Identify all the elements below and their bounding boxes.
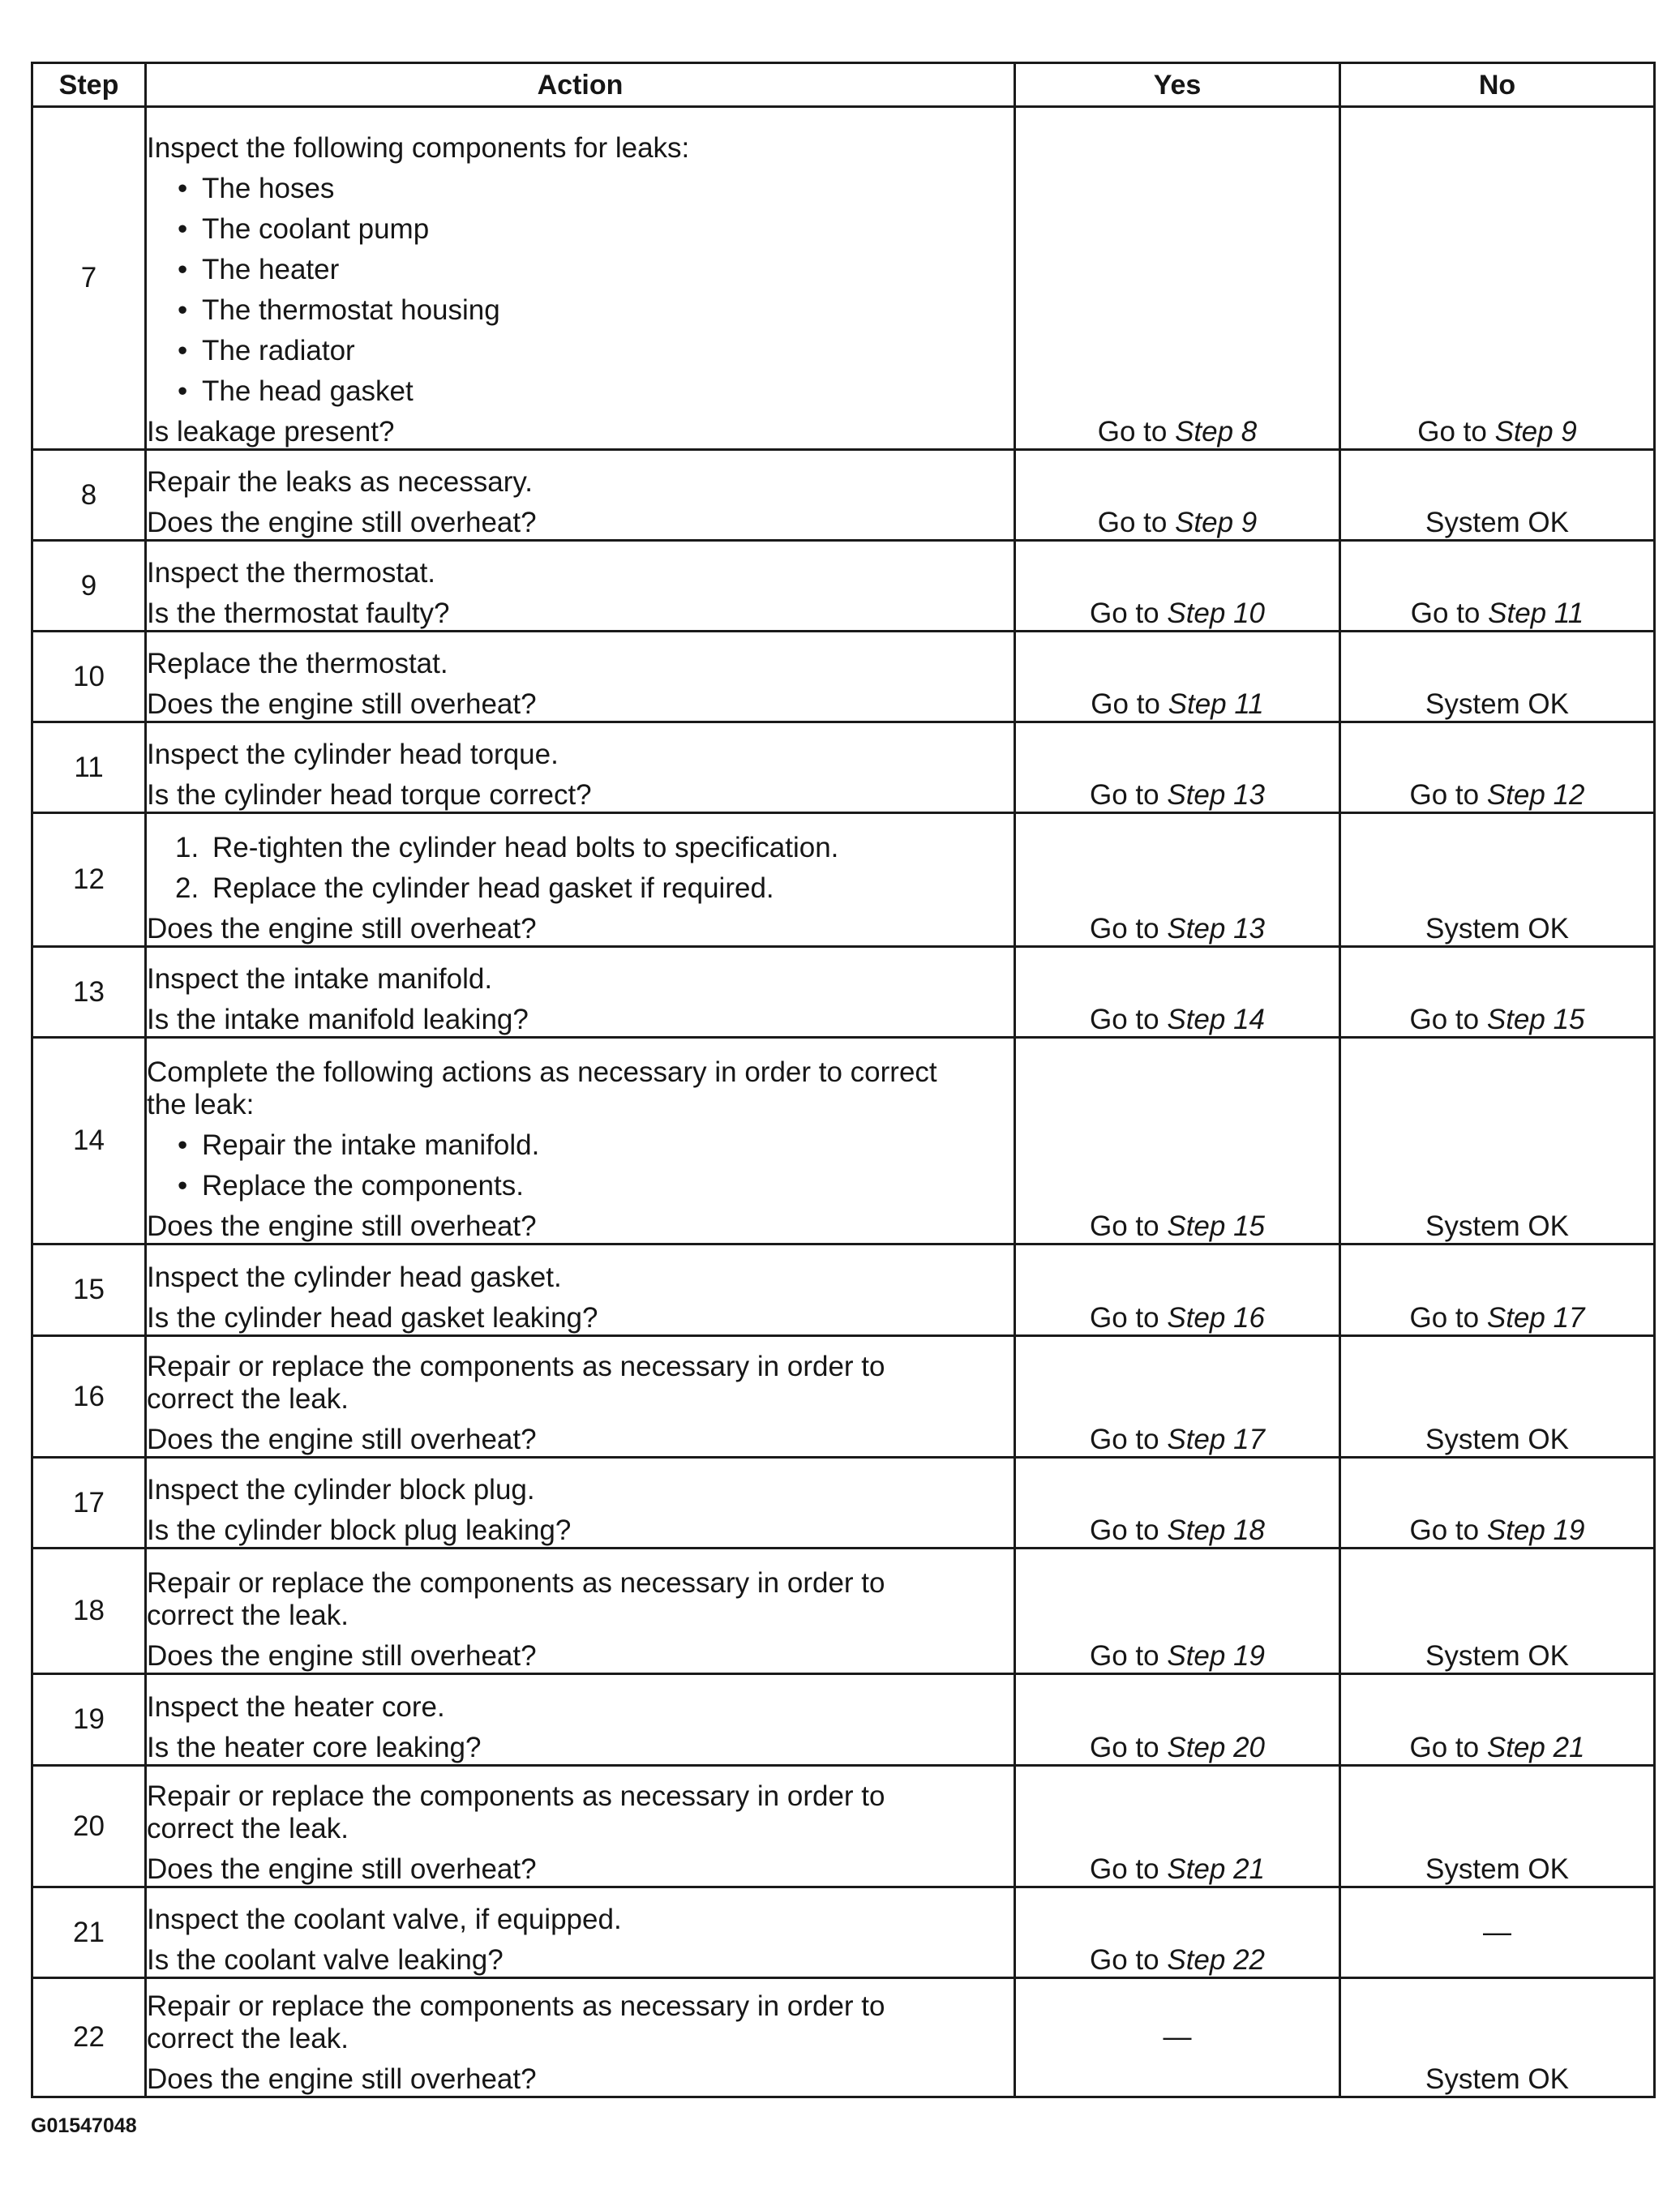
goto-step-ref: Step 19 <box>1167 1640 1265 1672</box>
goto-step-ref: Step 13 <box>1167 913 1265 945</box>
step-number: 12 <box>73 863 105 895</box>
action-instruction: Repair the leaks as necessary. <box>147 466 533 498</box>
action-bullet-item <box>147 294 1014 327</box>
action-cell <box>146 1244 1015 1336</box>
goto-step-ref: Step 17 <box>1486 1302 1585 1334</box>
action-cell <box>146 947 1015 1038</box>
goto-step-ref: Step 14 <box>1167 1004 1265 1035</box>
step-cell <box>32 1978 146 2097</box>
goto-prefix: Go to <box>1090 1514 1159 1546</box>
action-bullet-text: Replace the components. <box>202 1170 524 1202</box>
action-question: Does the engine still overheat? <box>147 2063 537 2095</box>
yes-cell <box>1015 541 1340 632</box>
step-cell <box>32 107 146 450</box>
yes-cell <box>1015 632 1340 722</box>
action-question: Does the engine still overheat? <box>147 1424 537 1455</box>
action-bullet-text: The thermostat housing <box>202 294 500 326</box>
action-cell <box>146 1336 1015 1458</box>
no-cell <box>1340 1887 1655 1978</box>
goto-prefix: Go to <box>1097 416 1168 448</box>
action-instruction: Inspect the intake manifold. <box>147 963 493 995</box>
action-cell <box>146 107 1015 450</box>
action-numbered-item <box>147 832 1014 864</box>
goto-step-ref: Step 11 <box>1168 688 1264 720</box>
goto-step-ref: Step 15 <box>1486 1004 1585 1035</box>
no-cell <box>1340 722 1655 813</box>
action-instruction: Replace the thermostat. <box>147 648 448 679</box>
step-cell <box>32 1038 146 1244</box>
action-cell <box>146 1887 1015 1978</box>
step-number: 19 <box>73 1703 105 1735</box>
step-number: 21 <box>73 1916 105 1948</box>
step-number: 15 <box>73 1274 105 1305</box>
goto-prefix: Go to <box>1090 1640 1159 1672</box>
action-bullet-text: The radiator <box>202 335 355 366</box>
yes-result-dash: — <box>1163 2021 1192 2053</box>
no-cell <box>1340 1336 1655 1458</box>
goto-step-ref: Step 15 <box>1167 1210 1265 1242</box>
yes-cell <box>1015 1549 1340 1674</box>
goto-step-ref: Step 13 <box>1167 779 1265 811</box>
action-bullet-item <box>147 335 1014 367</box>
figure-id: G01547048 <box>31 2114 137 2137</box>
action-instruction: Inspect the cylinder head gasket. <box>147 1262 562 1293</box>
step-number: 16 <box>73 1380 105 1412</box>
header-action: Action <box>146 63 1015 107</box>
action-question: Is leakage present? <box>147 416 395 448</box>
no-cell <box>1340 1674 1655 1766</box>
no-result: System OK <box>1425 913 1569 945</box>
action-question: Does the engine still overheat? <box>147 507 537 538</box>
action-bullet-text: The coolant pump <box>202 213 430 245</box>
action-bullet-text: Repair the intake manifold. <box>202 1129 540 1161</box>
step-cell <box>32 947 146 1038</box>
goto-step-ref: Step 22 <box>1167 1944 1265 1976</box>
yes-cell <box>1015 1674 1340 1766</box>
action-cell <box>146 1978 1015 2097</box>
bullet-marker: • <box>178 1129 188 1161</box>
action-question: Does the engine still overheat? <box>147 1640 537 1672</box>
bullet-marker: • <box>178 375 188 407</box>
list-number: 1. <box>175 832 199 863</box>
goto-step-ref: Step 9 <box>1494 416 1577 448</box>
no-result-dash: — <box>1483 1916 1511 1948</box>
goto-step-ref: Step 8 <box>1175 416 1258 448</box>
step-number: 9 <box>80 569 97 602</box>
no-cell <box>1340 450 1655 541</box>
goto-step-ref: Step 10 <box>1167 598 1265 629</box>
step-number: 8 <box>80 478 97 511</box>
goto-prefix: Go to <box>1410 598 1481 629</box>
table-row <box>32 1766 1655 1887</box>
diagnostic-table <box>31 62 1656 2098</box>
no-result: System OK <box>1425 2063 1569 2095</box>
action-numbered-item <box>147 872 1014 905</box>
step-number: 10 <box>73 660 105 692</box>
goto-step-ref: Step 21 <box>1167 1853 1265 1885</box>
goto-prefix: Go to <box>1090 1424 1159 1455</box>
yes-cell <box>1015 1887 1340 1978</box>
step-cell <box>32 541 146 632</box>
header-no: No <box>1340 63 1655 107</box>
action-question: Is the heater core leaking? <box>147 1732 482 1763</box>
header-yes: Yes <box>1015 63 1340 107</box>
table-row <box>32 1336 1655 1458</box>
table-row <box>32 947 1655 1038</box>
goto-prefix: Go to <box>1409 1732 1480 1763</box>
action-instruction: Repair or replace the components as necessary in order to correct the leak. <box>147 1567 885 1631</box>
table-row <box>32 1674 1655 1766</box>
action-instruction: Repair or replace the components as necessary in order to correct the leak. <box>147 1780 885 1844</box>
step-cell <box>32 1336 146 1458</box>
table-row <box>32 450 1655 541</box>
action-cell <box>146 1674 1015 1766</box>
action-cell <box>146 813 1015 947</box>
yes-cell <box>1015 947 1340 1038</box>
yes-cell <box>1015 1978 1340 2097</box>
goto-prefix: Go to <box>1090 1853 1159 1885</box>
no-result: System OK <box>1425 507 1569 538</box>
goto-prefix: Go to <box>1090 913 1159 945</box>
step-cell <box>32 1766 146 1887</box>
table-row <box>32 541 1655 632</box>
action-cell <box>146 541 1015 632</box>
action-numbered-text: Replace the cylinder head gasket if required. <box>212 872 774 904</box>
action-instruction: Complete the following actions as necessary in order to correct the leak: <box>147 1056 937 1120</box>
yes-cell <box>1015 1766 1340 1887</box>
goto-prefix: Go to <box>1409 1302 1480 1334</box>
action-bullet-text: The heater <box>202 254 340 285</box>
yes-cell <box>1015 1336 1340 1458</box>
action-numbered-text: Re-tighten the cylinder head bolts to specification. <box>212 832 839 863</box>
step-number: 7 <box>80 262 97 293</box>
goto-prefix: Go to <box>1090 779 1159 811</box>
table-row <box>32 1549 1655 1674</box>
step-number: 17 <box>73 1486 105 1519</box>
action-question: Is the thermostat faulty? <box>147 598 450 629</box>
step-number: 11 <box>74 751 104 783</box>
goto-prefix: Go to <box>1090 1732 1159 1763</box>
step-cell <box>32 1887 146 1978</box>
goto-prefix: Go to <box>1409 779 1480 811</box>
yes-cell <box>1015 1038 1340 1244</box>
action-instruction: Inspect the heater core. <box>147 1691 445 1723</box>
goto-step-ref: Step 12 <box>1486 779 1585 811</box>
step-number: 14 <box>73 1124 105 1156</box>
yes-cell <box>1015 813 1340 947</box>
table-row <box>32 107 1655 450</box>
table-row <box>32 1038 1655 1244</box>
no-cell <box>1340 1978 1655 2097</box>
action-bullet-item <box>147 375 1014 408</box>
action-question: Is the coolant valve leaking? <box>147 1944 504 1976</box>
action-bullet-item <box>147 213 1014 246</box>
step-cell <box>32 1674 146 1766</box>
step-number: 22 <box>73 2021 105 2053</box>
action-cell <box>146 450 1015 541</box>
step-cell <box>32 1549 146 1674</box>
action-question: Does the engine still overheat? <box>147 688 537 720</box>
step-cell <box>32 632 146 722</box>
table-row <box>32 1978 1655 2097</box>
step-cell <box>32 813 146 947</box>
action-instruction: Inspect the cylinder block plug. <box>147 1474 535 1506</box>
no-cell <box>1340 1549 1655 1674</box>
step-number: 18 <box>73 1595 105 1626</box>
goto-prefix: Go to <box>1091 688 1160 720</box>
action-question: Is the cylinder head torque correct? <box>147 779 592 811</box>
no-cell <box>1340 1458 1655 1549</box>
yes-cell <box>1015 1458 1340 1549</box>
table-row <box>32 722 1655 813</box>
goto-step-ref: Step 21 <box>1486 1732 1585 1763</box>
no-result: System OK <box>1425 1853 1569 1885</box>
table-row <box>32 1887 1655 1978</box>
goto-prefix: Go to <box>1090 1004 1159 1035</box>
action-bullet-item <box>147 173 1014 205</box>
action-cell <box>146 632 1015 722</box>
action-cell <box>146 722 1015 813</box>
no-result: System OK <box>1425 1210 1569 1242</box>
goto-prefix: Go to <box>1097 507 1168 538</box>
action-question: Is the intake manifold leaking? <box>147 1004 529 1035</box>
bullet-marker: • <box>178 335 188 366</box>
goto-prefix: Go to <box>1090 1210 1159 1242</box>
no-result: System OK <box>1425 1424 1569 1455</box>
goto-step-ref: Step 9 <box>1175 507 1258 538</box>
action-question: Does the engine still overheat? <box>147 1210 537 1242</box>
yes-cell <box>1015 722 1340 813</box>
yes-cell <box>1015 107 1340 450</box>
action-instruction: Inspect the thermostat. <box>147 557 436 589</box>
goto-step-ref: Step 11 <box>1488 598 1584 629</box>
action-bullet-text: The hoses <box>202 173 335 204</box>
table-row <box>32 813 1655 947</box>
yes-cell <box>1015 1244 1340 1336</box>
table-row <box>32 1458 1655 1549</box>
action-cell <box>146 1458 1015 1549</box>
no-result: System OK <box>1425 1640 1569 1672</box>
no-result: System OK <box>1425 688 1569 720</box>
action-bullet-item <box>147 254 1014 286</box>
header-row <box>32 63 1655 107</box>
action-instruction: Repair or replace the components as necessary in order to correct the leak. <box>147 1990 885 2054</box>
action-cell <box>146 1038 1015 1244</box>
goto-prefix: Go to <box>1417 416 1487 448</box>
goto-step-ref: Step 19 <box>1486 1514 1585 1546</box>
step-cell <box>32 1458 146 1549</box>
no-cell <box>1340 947 1655 1038</box>
no-cell <box>1340 1244 1655 1336</box>
no-cell <box>1340 632 1655 722</box>
no-cell <box>1340 813 1655 947</box>
bullet-marker: • <box>178 173 188 204</box>
goto-prefix: Go to <box>1409 1514 1480 1546</box>
action-question: Is the cylinder block plug leaking? <box>147 1514 572 1546</box>
step-cell <box>32 722 146 813</box>
step-number: 13 <box>73 975 105 1008</box>
goto-step-ref: Step 16 <box>1167 1302 1265 1334</box>
list-number: 2. <box>175 872 199 904</box>
table-row <box>32 632 1655 722</box>
yes-cell <box>1015 450 1340 541</box>
goto-prefix: Go to <box>1090 1944 1159 1976</box>
goto-prefix: Go to <box>1409 1004 1480 1035</box>
bullet-marker: • <box>178 213 188 245</box>
action-instruction: Inspect the cylinder head torque. <box>147 739 559 770</box>
no-cell <box>1340 1766 1655 1887</box>
action-bullet-item <box>147 1170 1014 1202</box>
header-step: Step <box>32 63 146 107</box>
action-question: Does the engine still overheat? <box>147 1853 537 1885</box>
bullet-marker: • <box>178 254 188 285</box>
action-question: Does the engine still overheat? <box>147 913 537 945</box>
action-cell <box>146 1766 1015 1887</box>
action-question: Is the cylinder head gasket leaking? <box>147 1302 598 1334</box>
no-cell <box>1340 541 1655 632</box>
action-bullet-text: The head gasket <box>202 375 414 407</box>
goto-prefix: Go to <box>1090 1302 1159 1334</box>
bullet-marker: • <box>178 1170 188 1202</box>
goto-prefix: Go to <box>1090 598 1159 629</box>
table-row <box>32 1244 1655 1336</box>
action-instruction: Inspect the following components for leaks: <box>147 132 690 164</box>
action-bullet-item <box>147 1129 1014 1162</box>
no-cell <box>1340 1038 1655 1244</box>
step-cell <box>32 450 146 541</box>
no-cell <box>1340 107 1655 450</box>
step-cell <box>32 1244 146 1336</box>
goto-step-ref: Step 17 <box>1167 1424 1265 1455</box>
action-instruction: Inspect the coolant valve, if equipped. <box>147 1904 622 1935</box>
step-number: 20 <box>73 1810 105 1842</box>
goto-step-ref: Step 20 <box>1167 1732 1265 1763</box>
bullet-marker: • <box>178 294 188 326</box>
action-instruction: Repair or replace the components as necessary in order to correct the leak. <box>147 1351 885 1415</box>
goto-step-ref: Step 18 <box>1167 1514 1265 1546</box>
action-cell <box>146 1549 1015 1674</box>
